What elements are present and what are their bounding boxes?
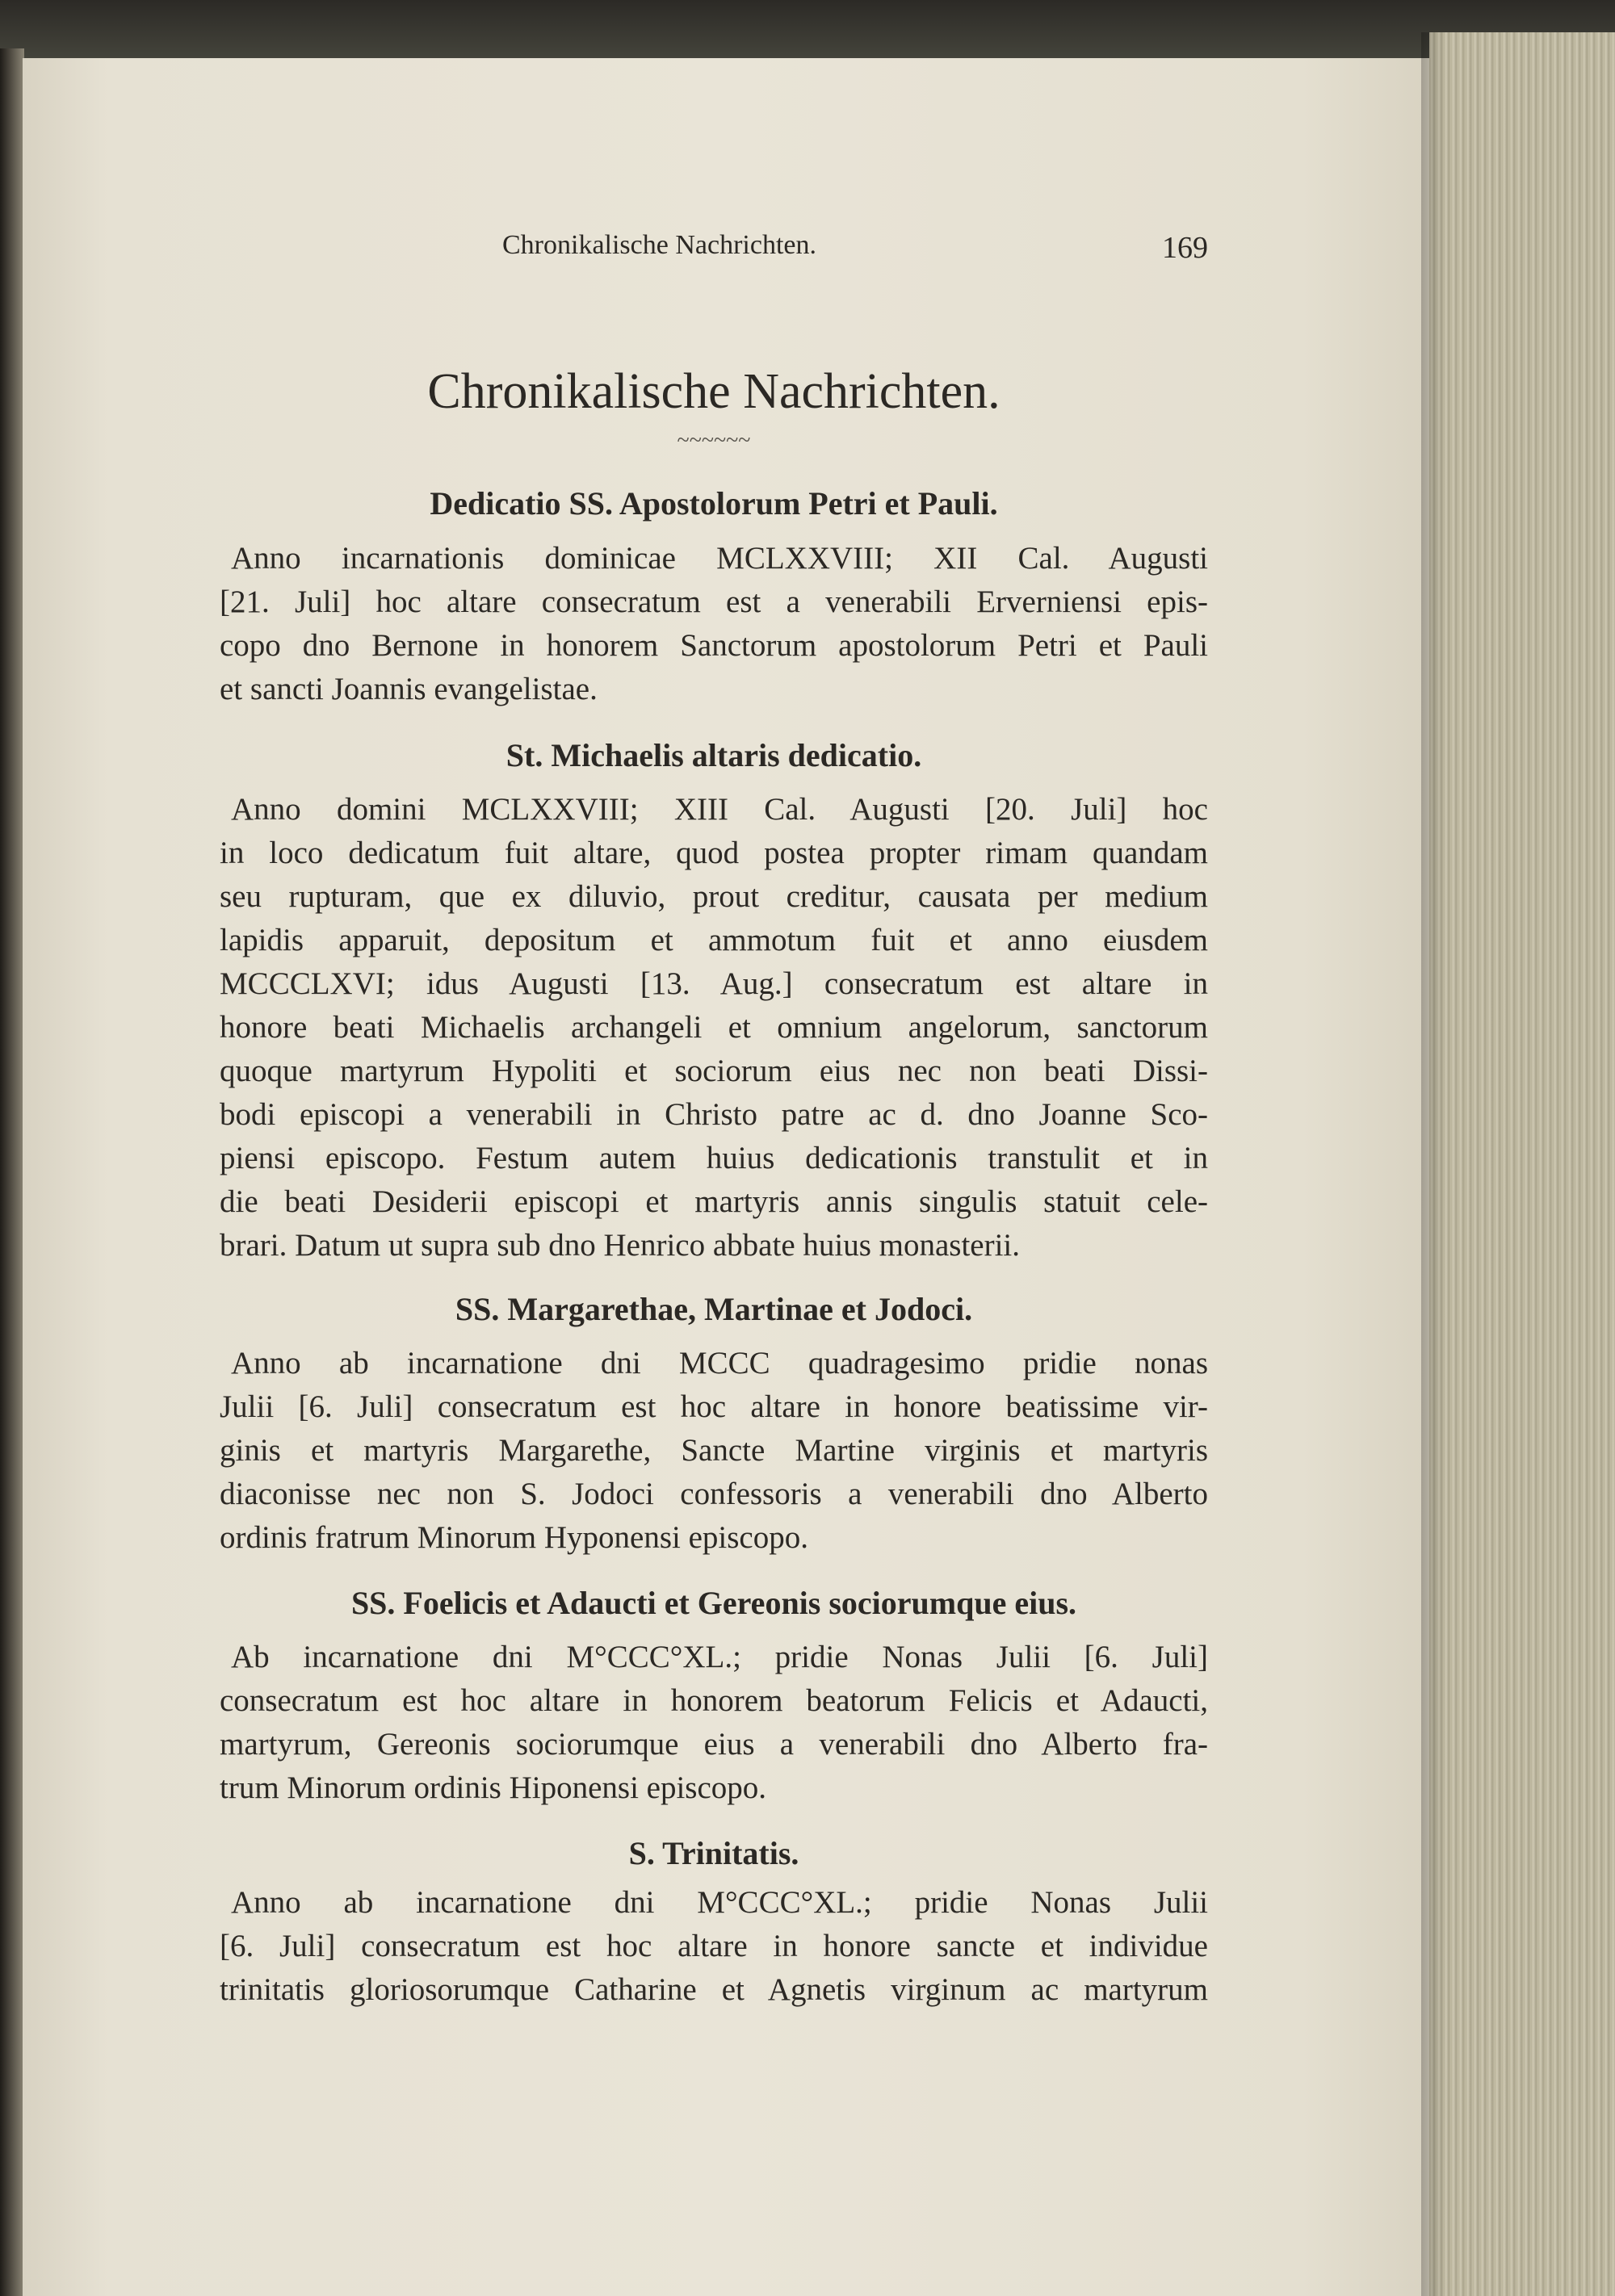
text-line: diaconisse nec non S. Jodoci confessoris a venerabili dno Alberto [220, 1477, 1208, 1511]
text-line: et sancti Joannis evangelistae. [220, 672, 598, 706]
section-heading: SS. Foelicis et Adaucti et Gereonis sociorumque eius. [350, 1585, 1077, 1621]
text-line: ginis et martyris Margarethe, Sancte Martine virginis et martyris [220, 1433, 1208, 1468]
text-line: honore beati Michaelis archangeli et omnium angelorum, sanctorum [220, 1010, 1208, 1045]
text-line: Anno domini MCLXXVIII; XIII Cal. Augusti [20. Juli] hoc [231, 792, 1208, 827]
text-line: copo dno Bernone in honorem Sanctorum apostolorum Petri et Pauli [220, 628, 1208, 663]
text-line: Anno ab incarnatione dni M°CCC°XL.; pridie Nonas Julii [231, 1885, 1208, 1920]
text-line: Julii [6. Juli] consecratum est hoc altare in honore beatissime vir- [220, 1389, 1208, 1424]
text-line: trum Minorum ordinis Hiponensi episcopo. [220, 1770, 767, 1805]
section-heading: Dedicatio SS. Apostolorum Petri et Pauli. [430, 485, 998, 522]
text-line: brari. Datum ut supra sub dno Henrico abbate huius monasterii. [220, 1228, 1021, 1263]
text-line: Ab incarnatione dni M°CCC°XL.; pridie Nonas Julii [6. Juli] [231, 1640, 1208, 1674]
text-line: trinitatis gloriosorumque Catharine et Agnetis virginum ac martyrum [220, 1972, 1208, 2007]
text-line: seu rupturam, que ex diluvio, prout creditur, causata per medium [220, 879, 1208, 914]
section-heading: St. Michaelis altaris dedicatio. [505, 737, 922, 773]
book-gutter [0, 48, 24, 2296]
section-heading: S. Trinitatis. [628, 1835, 799, 1871]
page-edge-shadow [1421, 32, 1445, 2296]
section-paragraph [220, 537, 1208, 711]
text-line: quoque martyrum Hypoliti et sociorum eius nec non beati Dissi- [220, 1054, 1208, 1088]
text-line: bodi episcopi a venerabili in Christo patre ac d. dno Joanne Sco- [220, 1097, 1208, 1132]
text-line: martyrum, Gereonis sociorumque eius a venerabili dno Alberto fra- [220, 1727, 1208, 1762]
section-paragraph [220, 1636, 1208, 1810]
text-line: piensi episcopo. Festum autem huius dedicationis transtulit et in [220, 1141, 1208, 1175]
section-paragraph [220, 788, 1208, 1267]
text-line: Anno incarnationis dominicae MCLXXVIII; XII Cal. Augusti [231, 541, 1208, 576]
text-line: die beati Desiderii episcopi et martyris annis singulis statuit cele- [220, 1184, 1208, 1219]
text-line: consecratum est hoc altare in honorem beatorum Felicis et Adaucti, [220, 1683, 1208, 1718]
section-heading: SS. Margarethae, Martinae et Jodoci. [455, 1291, 973, 1327]
page-number: 169 [1162, 231, 1208, 265]
text-line: [6. Juli] consecratum est hoc altare in honore sancte et individue [220, 1929, 1208, 1963]
text-line: in loco dedicatum fuit altare, quod postea propter rimam quandam [220, 836, 1208, 870]
text-line: [21. Juli] hoc altare consecratum est a venerabili Erverniensi epis- [220, 584, 1208, 619]
text-line: Anno ab incarnatione dni MCCC quadragesimo pridie nonas [231, 1346, 1208, 1381]
running-title: Chronikalische Nachrichten. [502, 230, 816, 260]
section-paragraph [220, 1342, 1208, 1560]
page-edges [1429, 32, 1615, 2296]
section-paragraph [220, 1881, 1208, 2012]
text-line: lapidis apparuit, depositum et ammotum fuit et anno eiusdem [220, 923, 1208, 957]
text-line: ordinis fratrum Minorum Hyponensi episcopo. [220, 1520, 808, 1555]
chapter-title: Chronikalische Nachrichten. [427, 364, 1000, 419]
text-line: MCCCLXVI; idus Augusti [13. Aug.] consecratum est altare in [220, 966, 1208, 1001]
ornament-rule: ~~~~~~ [677, 428, 751, 453]
